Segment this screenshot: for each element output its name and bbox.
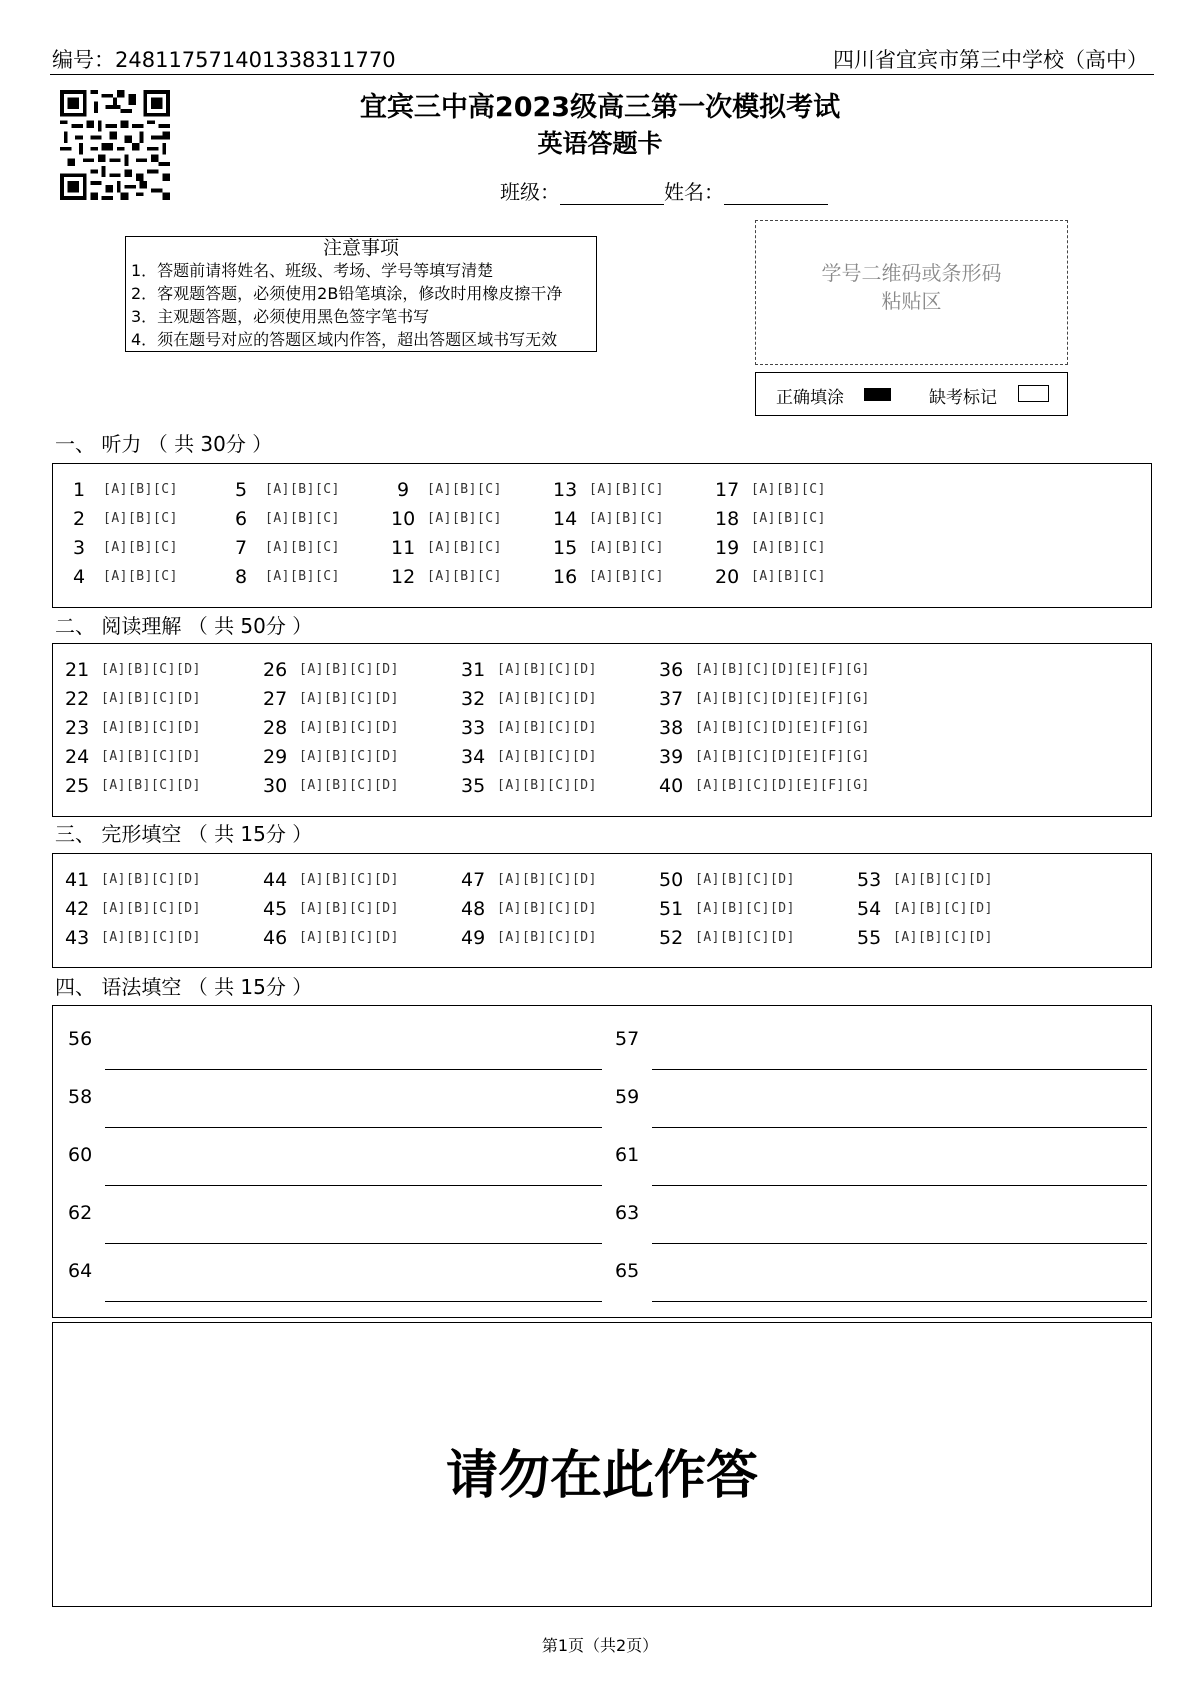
serial-label: 编号： bbox=[52, 48, 115, 72]
question-number: 31 bbox=[461, 659, 486, 681]
question-number: 29 bbox=[263, 746, 288, 768]
answer-options[interactable]: [A][B][C] bbox=[427, 482, 502, 497]
answer-options[interactable]: [A][B][C] bbox=[751, 511, 826, 526]
correct-fill-mark bbox=[864, 388, 891, 401]
answer-options[interactable]: [A][B][C] bbox=[589, 569, 664, 584]
reading-box bbox=[52, 643, 1152, 817]
serial-number: 248117571401338311770 bbox=[115, 48, 396, 72]
question-number: 41 bbox=[65, 869, 90, 891]
question-number: 30 bbox=[263, 775, 288, 797]
answer-line[interactable] bbox=[652, 1069, 1147, 1070]
barcode-label-1: 学号二维码或条形码 bbox=[821, 261, 1002, 285]
answer-options[interactable]: [A][B][C] bbox=[751, 482, 826, 497]
grammar-box bbox=[52, 1005, 1152, 1318]
question-number: 1 bbox=[73, 479, 86, 501]
question-number: 5 bbox=[235, 479, 248, 501]
question-number: 65 bbox=[615, 1260, 640, 1282]
question-number: 50 bbox=[659, 869, 684, 891]
answer-line[interactable] bbox=[652, 1243, 1147, 1244]
answer-options[interactable]: [A][B][C][D] bbox=[101, 872, 201, 887]
absent-label: 缺考标记 bbox=[929, 388, 997, 408]
answer-line[interactable] bbox=[105, 1243, 602, 1244]
answer-options[interactable]: [A][B][C][D] bbox=[497, 749, 597, 764]
question-number: 54 bbox=[857, 898, 882, 920]
question-number: 36 bbox=[659, 659, 684, 681]
question-number: 44 bbox=[263, 869, 288, 891]
question-number: 10 bbox=[391, 508, 416, 530]
question-number: 46 bbox=[263, 927, 288, 949]
answer-options[interactable]: [A][B][C][D] bbox=[101, 691, 201, 706]
section-title-reading: 二、 阅读理解 （ 共 50分 ） bbox=[55, 614, 313, 638]
question-number: 59 bbox=[615, 1086, 640, 1108]
cloze-box bbox=[52, 853, 1152, 968]
section-title-listening: 一、 听力 （ 共 30分 ） bbox=[55, 432, 273, 456]
question-number: 45 bbox=[263, 898, 288, 920]
notice-item: 4．须在题号对应的答题区域内作答，超出答题区域书写无效 bbox=[131, 330, 558, 349]
question-number: 43 bbox=[65, 927, 90, 949]
no-answer-text: 请勿在此作答 bbox=[445, 1446, 758, 1506]
answer-options[interactable]: [A][B][C][D][E][F][G] bbox=[695, 662, 870, 677]
class-field[interactable] bbox=[560, 184, 664, 205]
question-number: 21 bbox=[65, 659, 90, 681]
question-number: 38 bbox=[659, 717, 684, 739]
question-number: 61 bbox=[615, 1144, 640, 1166]
notice-box bbox=[125, 236, 597, 352]
answer-options[interactable]: [A][B][C] bbox=[265, 482, 340, 497]
question-number: 17 bbox=[715, 479, 740, 501]
answer-line[interactable] bbox=[652, 1127, 1147, 1128]
question-number: 19 bbox=[715, 537, 740, 559]
question-number: 40 bbox=[659, 775, 684, 797]
school-name: 四川省宜宾市第三中学校（高中） bbox=[833, 48, 1148, 72]
answer-options[interactable]: [A][B][C][D][E][F][G] bbox=[695, 720, 870, 735]
answer-options[interactable]: [A][B][C] bbox=[589, 482, 664, 497]
question-number: 6 bbox=[235, 508, 248, 530]
answer-options[interactable]: [A][B][C] bbox=[265, 540, 340, 555]
notice-item: 2．客观题答题，必须使用2B铅笔填涂，修改时用橡皮擦干净 bbox=[131, 284, 563, 303]
question-number: 15 bbox=[553, 537, 578, 559]
answer-options[interactable]: [A][B][C] bbox=[589, 511, 664, 526]
question-number: 60 bbox=[68, 1144, 93, 1166]
answer-options[interactable]: [A][B][C][D] bbox=[101, 901, 201, 916]
question-number: 16 bbox=[553, 566, 578, 588]
question-number: 55 bbox=[857, 927, 882, 949]
answer-options[interactable]: [A][B][C][D] bbox=[101, 749, 201, 764]
answer-options[interactable]: [A][B][C] bbox=[265, 569, 340, 584]
answer-options[interactable]: [A][B][C][D] bbox=[497, 662, 597, 677]
notice-item: 1．答题前请将姓名、班级、考场、学号等填写清楚 bbox=[131, 261, 494, 280]
name-field[interactable] bbox=[724, 184, 828, 205]
answer-options[interactable]: [A][B][C][D] bbox=[101, 662, 201, 677]
serial-info bbox=[52, 44, 396, 74]
question-number: 42 bbox=[65, 898, 90, 920]
answer-options[interactable]: [A][B][C][D] bbox=[497, 901, 597, 916]
answer-options[interactable]: [A][B][C][D] bbox=[299, 901, 399, 916]
barcode-paste-area bbox=[755, 220, 1068, 365]
question-number: 3 bbox=[73, 537, 86, 559]
card-title: 英语答题卡 bbox=[537, 129, 663, 158]
question-number: 58 bbox=[68, 1086, 93, 1108]
question-number: 57 bbox=[615, 1028, 640, 1050]
absent-checkbox[interactable] bbox=[1018, 385, 1049, 402]
question-number: 56 bbox=[68, 1028, 93, 1050]
notice-title: 注意事项 bbox=[322, 237, 399, 259]
answer-options[interactable]: [A][B][C][D] bbox=[299, 930, 399, 945]
answer-options[interactable]: [A][B][C][D] bbox=[695, 930, 795, 945]
question-number: 26 bbox=[263, 659, 288, 681]
answer-options[interactable]: [A][B][C][D] bbox=[893, 901, 993, 916]
answer-options[interactable]: [A][B][C] bbox=[103, 511, 178, 526]
answer-options[interactable]: [A][B][C][D] bbox=[299, 872, 399, 887]
answer-options[interactable]: [A][B][C][D] bbox=[299, 778, 399, 793]
answer-options[interactable]: [A][B][C] bbox=[103, 569, 178, 584]
question-number: 14 bbox=[553, 508, 578, 530]
section-title-cloze: 三、 完形填空 （ 共 15分 ） bbox=[55, 822, 313, 846]
question-number: 13 bbox=[553, 479, 578, 501]
question-number: 37 bbox=[659, 688, 684, 710]
answer-options[interactable]: [A][B][C][D][E][F][G] bbox=[695, 778, 870, 793]
question-number: 52 bbox=[659, 927, 684, 949]
answer-options[interactable]: [A][B][C][D][E][F][G] bbox=[695, 691, 870, 706]
answer-options[interactable]: [A][B][C] bbox=[751, 569, 826, 584]
answer-options[interactable]: [A][B][C][D] bbox=[497, 691, 597, 706]
question-number: 34 bbox=[461, 746, 486, 768]
answer-options[interactable]: [A][B][C][D] bbox=[299, 749, 399, 764]
page-number: 第1页（共2页） bbox=[541, 1636, 659, 1655]
barcode-label-2: 粘贴区 bbox=[881, 289, 942, 313]
answer-options[interactable]: [A][B][C] bbox=[427, 569, 502, 584]
answer-options[interactable]: [A][B][C][D] bbox=[497, 872, 597, 887]
question-number: 8 bbox=[235, 566, 248, 588]
question-number: 62 bbox=[68, 1202, 93, 1224]
question-number: 27 bbox=[263, 688, 288, 710]
question-number: 63 bbox=[615, 1202, 640, 1224]
answer-options[interactable]: [A][B][C] bbox=[103, 540, 178, 555]
answer-line[interactable] bbox=[105, 1185, 602, 1186]
answer-options[interactable]: [A][B][C] bbox=[751, 540, 826, 555]
answer-options[interactable]: [A][B][C][D] bbox=[497, 720, 597, 735]
answer-options[interactable]: [A][B][C][D] bbox=[893, 930, 993, 945]
class-label: 班级： bbox=[500, 180, 560, 204]
question-number: 33 bbox=[461, 717, 486, 739]
answer-options[interactable]: [A][B][C][D] bbox=[101, 778, 201, 793]
question-number: 23 bbox=[65, 717, 90, 739]
answer-options[interactable]: [A][B][C] bbox=[103, 482, 178, 497]
answer-options[interactable]: [A][B][C] bbox=[427, 540, 502, 555]
question-number: 2 bbox=[73, 508, 86, 530]
answer-line[interactable] bbox=[652, 1301, 1147, 1302]
question-number: 64 bbox=[68, 1260, 93, 1282]
question-number: 12 bbox=[391, 566, 416, 588]
question-number: 24 bbox=[65, 746, 90, 768]
section-title-grammar: 四、 语法填空 （ 共 15分 ） bbox=[55, 975, 313, 999]
answer-options[interactable]: [A][B][C][D] bbox=[299, 662, 399, 677]
answer-options[interactable]: [A][B][C][D] bbox=[893, 872, 993, 887]
header-divider bbox=[50, 74, 1154, 75]
question-number: 39 bbox=[659, 746, 684, 768]
student-info bbox=[500, 176, 828, 205]
answer-line[interactable] bbox=[105, 1301, 602, 1302]
question-number: 32 bbox=[461, 688, 486, 710]
answer-options[interactable]: [A][B][C][D] bbox=[299, 720, 399, 735]
answer-options[interactable]: [A][B][C] bbox=[589, 540, 664, 555]
question-number: 18 bbox=[715, 508, 740, 530]
name-label: 姓名： bbox=[664, 180, 724, 204]
question-number: 47 bbox=[461, 869, 486, 891]
answer-options[interactable]: [A][B][C] bbox=[427, 511, 502, 526]
answer-line[interactable] bbox=[105, 1127, 602, 1128]
question-number: 25 bbox=[65, 775, 90, 797]
notice-item: 3．主观题答题，必须使用黑色签字笔书写 bbox=[131, 307, 430, 326]
exam-title: 宜宾三中高2023级高三第一次模拟考试 bbox=[359, 92, 841, 123]
answer-options[interactable]: [A][B][C][D] bbox=[695, 872, 795, 887]
question-number: 20 bbox=[715, 566, 740, 588]
question-number: 35 bbox=[461, 775, 486, 797]
answer-options[interactable]: [A][B][C][D] bbox=[101, 930, 201, 945]
answer-line[interactable] bbox=[105, 1069, 602, 1070]
no-answer-area bbox=[52, 1322, 1152, 1607]
question-number: 49 bbox=[461, 927, 486, 949]
question-number: 48 bbox=[461, 898, 486, 920]
fill-legend bbox=[755, 372, 1068, 416]
answer-options[interactable]: [A][B][C][D] bbox=[101, 720, 201, 735]
listening-box bbox=[52, 463, 1152, 608]
question-number: 4 bbox=[73, 566, 86, 588]
answer-options[interactable]: [A][B][C][D] bbox=[695, 901, 795, 916]
question-number: 28 bbox=[263, 717, 288, 739]
question-number: 22 bbox=[65, 688, 90, 710]
answer-options[interactable]: [A][B][C] bbox=[265, 511, 340, 526]
answer-options[interactable]: [A][B][C][D] bbox=[497, 930, 597, 945]
question-number: 53 bbox=[857, 869, 882, 891]
correct-fill-label: 正确填涂 bbox=[776, 388, 844, 408]
answer-options[interactable]: [A][B][C][D] bbox=[497, 778, 597, 793]
answer-line[interactable] bbox=[652, 1185, 1147, 1186]
question-number: 7 bbox=[235, 537, 248, 559]
answer-options[interactable]: [A][B][C][D] bbox=[299, 691, 399, 706]
question-number: 9 bbox=[397, 479, 410, 501]
question-number: 51 bbox=[659, 898, 684, 920]
answer-options[interactable]: [A][B][C][D][E][F][G] bbox=[695, 749, 870, 764]
question-number: 11 bbox=[391, 537, 416, 559]
